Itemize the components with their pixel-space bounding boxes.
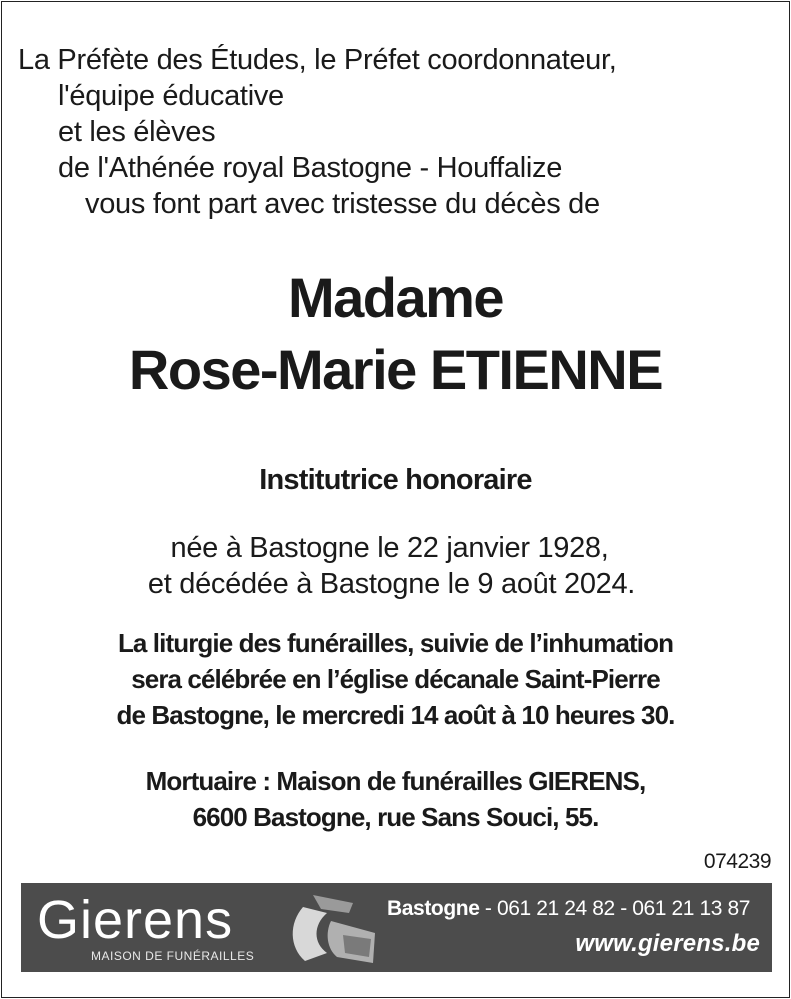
city-label: Bastogne	[387, 897, 480, 920]
intro-line: l'équipe éducative	[58, 80, 284, 112]
funeral-home-banner	[21, 883, 772, 972]
funeral-home-logo: Gierens	[37, 890, 234, 950]
intro-line: La Préfète des Études, le Préfet coordonnateur,	[18, 44, 617, 76]
phone-numbers: - 061 21 24 82 - 061 21 13 87	[479, 897, 751, 920]
deceased-function: Institutrice honoraire	[259, 464, 532, 496]
funeral-line: La liturgie des funérailles, suivie de l’inhumation	[117, 628, 674, 658]
intro-line: vous font part avec tristesse du décès de	[85, 188, 600, 220]
intro-line: de l'Athénée royal Bastogne - Houffalize	[58, 152, 563, 184]
birth-line: née à Bastogne le 22 janvier 1928,	[170, 532, 609, 564]
contact-line	[387, 897, 750, 921]
funeral-line: de Bastogne, le mercredi 14 août à 10 heures 30.	[116, 700, 675, 730]
funeral-home-logo-subtitle: MAISON DE FUNÉRAILLES	[91, 949, 255, 963]
website-link[interactable]: www.gierens.be	[575, 930, 760, 957]
deceased-name: Rose-Marie ETIENNE	[128, 338, 663, 401]
g-logo-icon	[283, 891, 383, 967]
intro-block	[18, 42, 617, 222]
reference-number: 074239	[703, 850, 771, 873]
death-line: et décédée à Bastogne le 9 août 2024.	[147, 568, 636, 600]
funeral-line: sera célébrée en l’église décanale Saint-Pierre	[131, 664, 660, 694]
intro-line: et les élèves	[58, 116, 216, 148]
mortuary-line: 6600 Bastogne, rue Sans Souci, 55.	[192, 802, 599, 832]
deceased-title: Madame	[287, 266, 504, 329]
mortuary-line: Mortuaire : Maison de funérailles GIERENS,	[145, 766, 646, 796]
